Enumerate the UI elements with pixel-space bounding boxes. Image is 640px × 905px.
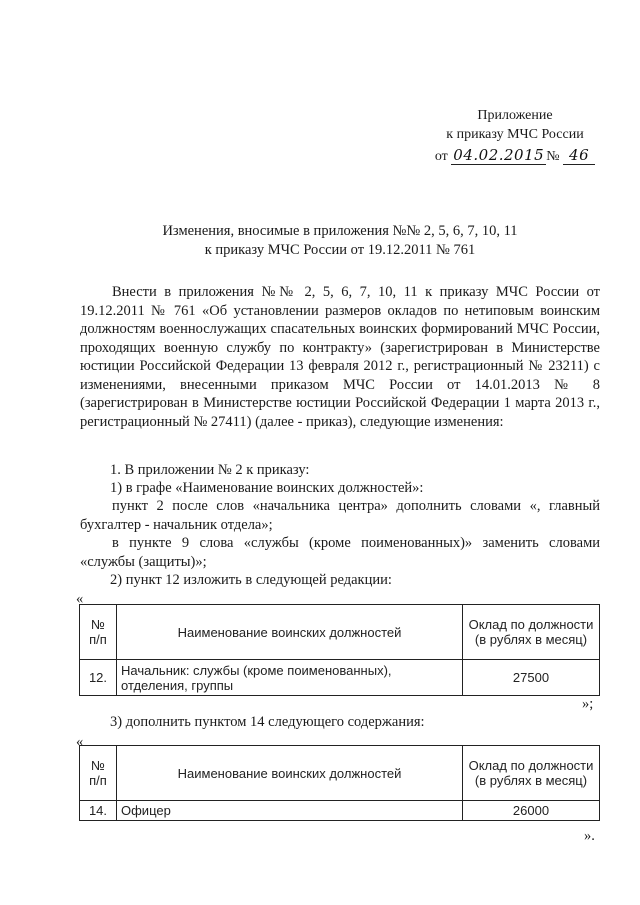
handwritten-number: 46 — [563, 146, 595, 165]
item-1-1-a: пункт 2 после слов «начальника центра» дополнить словами «, главный бухгалтер - начальник отдела»; — [80, 498, 600, 533]
header-name: Наименование воинских должностей — [117, 605, 463, 660]
table-row — [80, 801, 600, 821]
item-1: 1. В приложении № 2 к приказу: — [110, 462, 310, 478]
title-line-2: к приказу МЧС России от 19.12.2011 № 761 — [204, 242, 476, 258]
header-salary: Оклад по должности (в рублях в месяц) — [463, 746, 600, 801]
row-name: Офицер — [117, 801, 463, 821]
item-1-1-b: в пункте 9 слова «службы (кроме поименованных)» заменить словами «службы (защиты)»; — [80, 535, 600, 570]
row-salary: 27500 — [463, 660, 600, 696]
quote-close-1: »; — [582, 696, 594, 712]
quote-open-1: « — [76, 591, 84, 607]
quote-open-2: « — [76, 734, 84, 750]
document-title — [80, 222, 600, 260]
row-name: Начальник: службы (кроме поименованных), отделения, группы — [117, 660, 463, 696]
appendix-header — [420, 106, 610, 166]
title-line-1: Изменения, вносимые в приложения №№ 2, 5, 6, 7, 10, 11 — [162, 223, 518, 239]
date-prefix: от — [434, 149, 448, 164]
header-num: № п/п — [80, 605, 117, 660]
intro-paragraph: Внести в приложения №№ 2, 5, 6, 7, 10, 11 к приказу МЧС России от 19.12.2011 № 761 «Об установлении размеров окладов по нетиповым воинским должностям военнослужащих спасательных воинских формирований МЧС России, проходящих военную службу по контракту» (зарегистрирован в Министерстве юстиции Российской Федерации 13 февраля 2012 г., регистрационный № 23211) с изменениями, внесенными приказом МЧС России от 14.01.2013 № 8 (зарегистрирован в Министерстве юстиции Российской Федерации 1 марта 2013 г., регистрационный № 27411) (далее - приказ), следующие изменения: — [80, 284, 600, 430]
table-row — [80, 660, 600, 696]
quote-close-2: ». — [584, 828, 595, 844]
appendix-date-line — [420, 146, 610, 166]
header-salary: Оклад по должности (в рублях в месяц) — [463, 605, 600, 660]
row-num: 12. — [80, 660, 117, 696]
item-3: 3) дополнить пунктом 14 следующего содержания: — [110, 714, 425, 730]
table-header-row — [80, 605, 600, 660]
row-salary: 26000 — [463, 801, 600, 821]
item-2: 2) пункт 12 изложить в следующей редакции: — [110, 572, 392, 588]
row-num: 14. — [80, 801, 117, 821]
header-num: № п/п — [80, 746, 117, 801]
header-name: Наименование воинских должностей — [117, 746, 463, 801]
table-header-row — [80, 746, 600, 801]
appendix-label: Приложение — [477, 108, 553, 123]
salary-table-1 — [79, 604, 600, 696]
handwritten-date: 04.02.2015 — [453, 146, 545, 164]
number-sign: № — [546, 149, 560, 164]
salary-table-2 — [79, 745, 600, 821]
item-1-1: 1) в графе «Наименование воинских должностей»: — [110, 480, 424, 496]
appendix-order-ref: к приказу МЧС России — [446, 127, 584, 142]
